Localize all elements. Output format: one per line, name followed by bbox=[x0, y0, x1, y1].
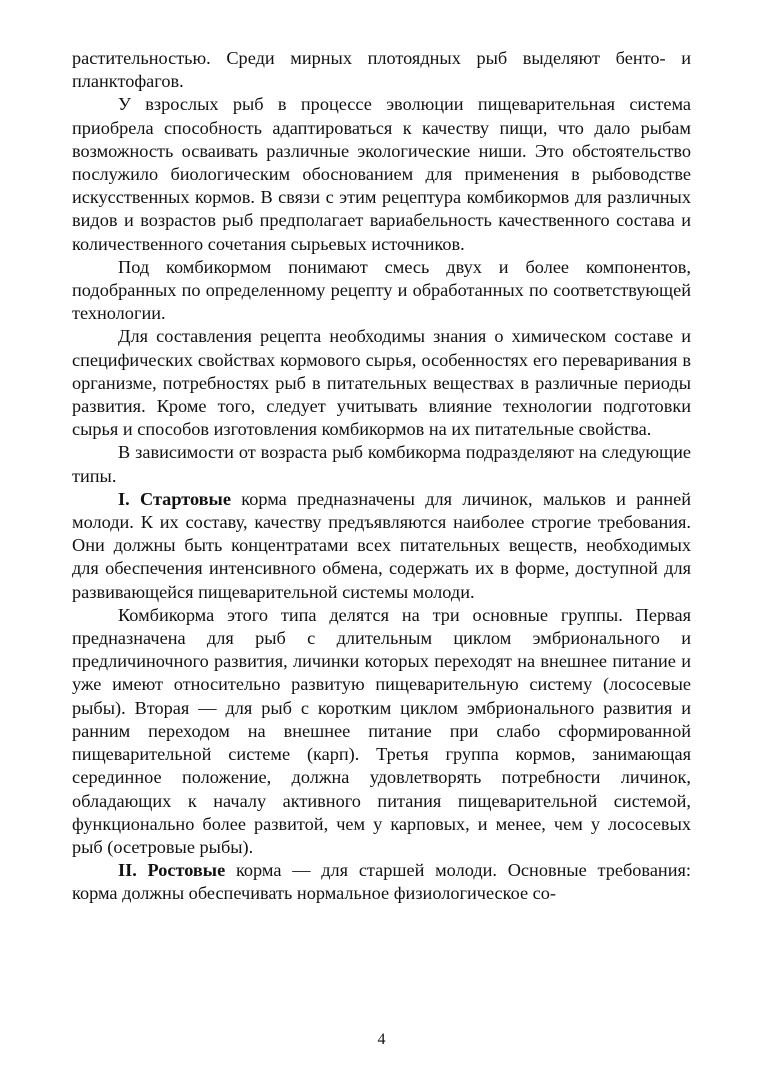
paragraph-8: II. Ростовые корма — для старшей молоди. Основные требования: корма должны обеспечивать нормальное физиологическое со- bbox=[72, 860, 691, 904]
body-text bbox=[72, 47, 691, 906]
paragraph-3: Под комбикормом понимают смесь двух и более компонентов, подобранных по определенному рецепту и обработанных по соответствующей технологии. bbox=[72, 256, 691, 324]
paragraph-2: У взрослых рыб в процессе эволюции пищеварительная система приобрела способность адаптироваться к качеству пищи, что дало рыбам возможность осваивать различные экологические ниши. Это обстоятельство послужило биологическим обоснованием для применения в рыбоводстве искусственных кормов. В связи с этим рецептура комбикормов для различных видов и возрастов рыб предполагает вариабельность качественного состава и количественного сочетания сырьевых источников. bbox=[72, 94, 691, 254]
term-growth: II. Ростовые bbox=[118, 860, 226, 881]
paragraph-1: растительностью. Среди мирных плотоядных рыб выделяют бенто- и планктофагов. bbox=[72, 48, 691, 92]
paragraph-7: Комбикорма этого типа делятся на три основные группы. Первая предназначена для рыб с длительным циклом эмбрионального и предличиночного развития, личинки которых переходят на внешнее питание и уже имеют относительно развитую пищеварительную систему (лососевые рыбы). Вторая — для рыб с коротким циклом эмбрионального развития и ранним переходом на внешнее питание при слабо сформированной пищеварительной системе (карп). Третья группа кормов, занимающая серединное положение, должна удовлетворять потребности личинок, обладающих к началу активного питания пищеварительной системой, функционально более развитой, чем у карповых, и менее, чем у лососевых рыб (осетровые рыбы). bbox=[72, 604, 691, 857]
paragraph-5: В зависимости от возраста рыб комбикорма подразделяют на следующие типы. bbox=[72, 442, 691, 486]
paragraph-6: I. Стартовые корма предназначены для личинок, мальков и ранней молоди. К их составу, качеству предъявляются наиболее строгие требования. Они должны быть концентратами всех питательных веществ, необходимых для обеспечения интенсивного обмена, содержать их в форме, доступной для развивающейся пищеварительной системы молоди. bbox=[72, 488, 692, 602]
page-number: 4 bbox=[377, 1031, 386, 1048]
term-starter: I. Стартовые bbox=[118, 488, 231, 509]
paragraph-4: Для составления рецепта необходимы знания о химическом составе и специфических свойствах кормового сырья, особенностях его переваривания в организме, потребностях рыб в питательных веществах в различные периоды развития. Кроме того, следует учитывать влияние технологии подготовки сырья и способов изготовления комбикормов на их питательные свойства. bbox=[72, 326, 691, 440]
